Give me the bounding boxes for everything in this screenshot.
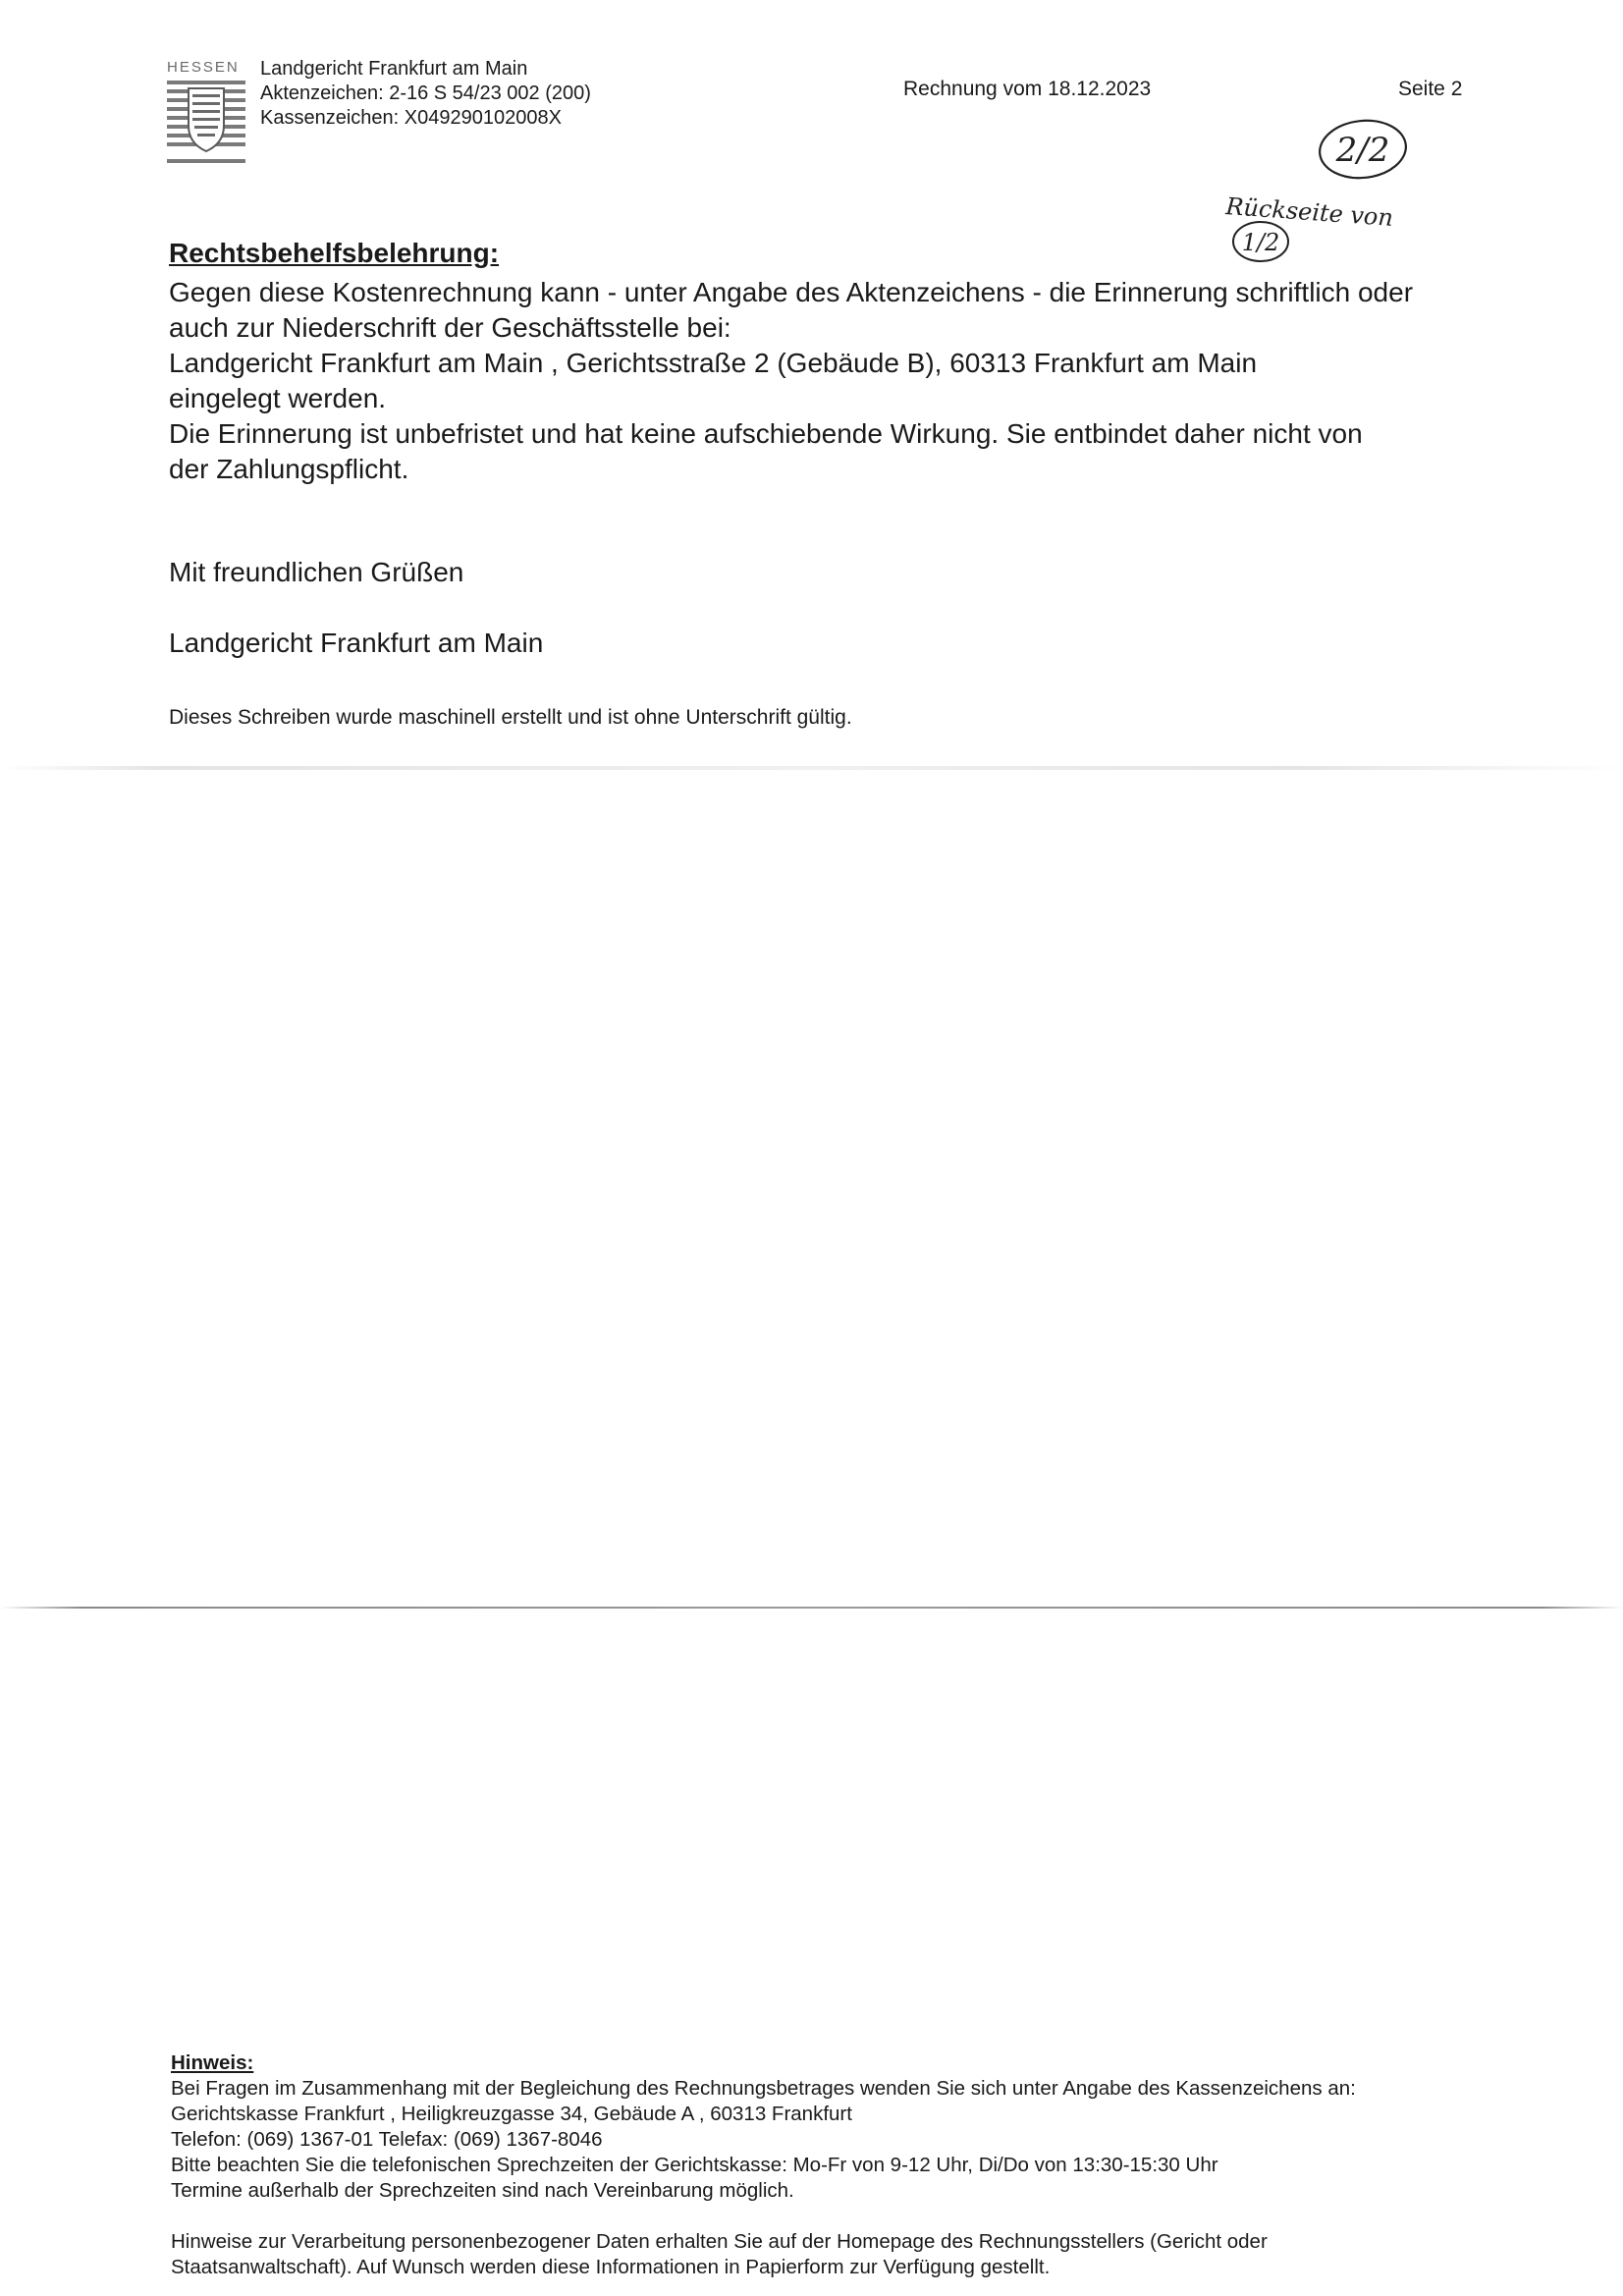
footer-line: Gerichtskasse Frankfurt , Heiligkreuzgasse 34, Gebäude A , 60313 Frankfurt <box>171 2103 852 2125</box>
file-number: Aktenzeichen: 2-16 S 54/23 002 (200) <box>260 82 591 104</box>
letterhead <box>260 57 591 131</box>
privacy-line: Staatsanwaltschaft). Auf Wunsch werden diese Informationen in Papierform zur Verfügung gestellt. <box>171 2256 1051 2278</box>
footer-spacer <box>171 2204 1585 2229</box>
machine-note: Dieses Schreiben wurde maschinell erstellt und ist ohne Unterschrift gültig. <box>169 706 852 729</box>
hessen-crest-icon <box>167 81 245 169</box>
cash-number: Kassenzeichen: X049290102008X <box>260 107 562 129</box>
court-name: Landgericht Frankfurt am Main <box>260 58 528 80</box>
invoice-date: Rechnung vom 18.12.2023 <box>903 78 1152 100</box>
legal-line: eingelegt werden. <box>169 383 387 413</box>
legal-line: Die Erinnerung ist unbefristet und hat keine aufschiebende Wirkung. Sie entbindet daher nicht von <box>169 418 1363 449</box>
footer-title: Hinweis: <box>171 2051 254 2074</box>
scan-fold-line <box>0 766 1623 770</box>
scan-fold-line <box>0 1607 1623 1609</box>
legal-line: auch zur Niederschrift der Geschäftsstelle bei: <box>169 312 731 343</box>
footer-line: Bitte beachten Sie die telefonischen Sprechzeiten der Gerichtskasse: Mo-Fr von 9-12 Uhr, Di/Do von 13:30-15:30 Uhr <box>171 2154 1218 2176</box>
legal-heading: Rechtsbehelfsbelehrung: <box>169 238 500 268</box>
footer-line: Termine außerhalb der Sprechzeiten sind nach Vereinbarung möglich. <box>171 2179 794 2202</box>
hessen-logo <box>167 59 249 174</box>
legal-line: der Zahlungspflicht. <box>169 454 409 484</box>
page-number: Seite 2 <box>1398 78 1463 100</box>
handwritten-page-count: 2/2 <box>1335 131 1390 170</box>
handwritten-note: Rückseite von <box>1224 192 1394 232</box>
footer-line: Bei Fragen im Zusammenhang mit der Begleichung des Rechnungsbetrages wenden Sie sich unter Angabe des Kassenzeichens an: <box>171 2077 1356 2100</box>
legal-line: Gegen diese Kostenrechnung kann - unter Angabe des Aktenzeichens - die Erinnerung schriftlich oder <box>169 277 1414 307</box>
legal-line: Landgericht Frankfurt am Main , Gerichtsstraße 2 (Gebäude B), 60313 Frankfurt am Main <box>169 348 1258 378</box>
closing-court: Landgericht Frankfurt am Main <box>169 628 544 658</box>
footer-notice <box>171 2050 1585 2280</box>
privacy-line: Hinweise zur Verarbeitung personenbezogener Daten erhalten Sie auf der Homepage des Rechnungsstellers (Gericht oder <box>171 2230 1268 2253</box>
handwritten-small-count: 1/2 <box>1241 229 1280 256</box>
footer-line: Telefon: (069) 1367-01 Telefax: (069) 1367-8046 <box>171 2128 603 2151</box>
legal-paragraph <box>169 275 1563 487</box>
closing-greeting: Mit freundlichen Grüßen <box>169 557 464 587</box>
state-wordmark: HESSEN <box>167 59 240 76</box>
